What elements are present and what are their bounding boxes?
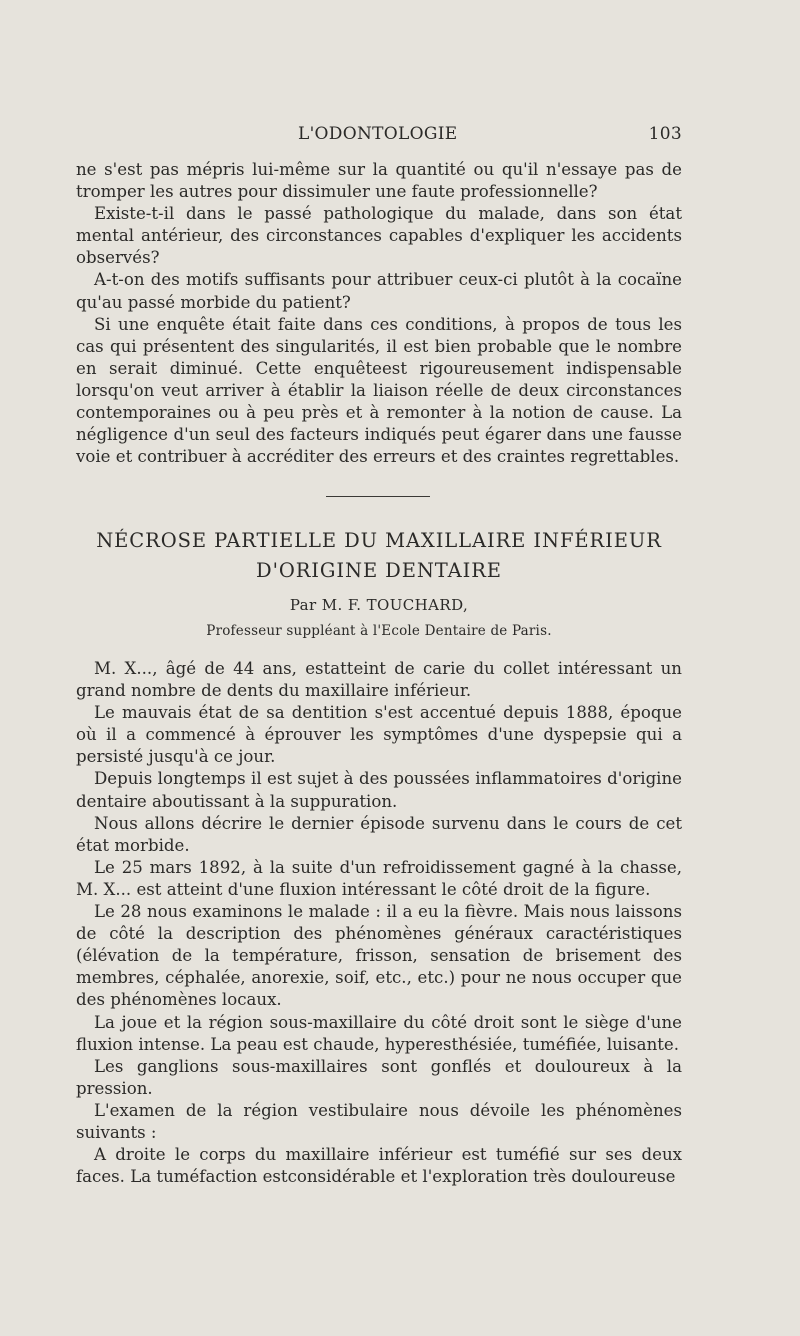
paragraph: Les ganglions sous-maxillaires sont gonflés et douloureux à la pression. [76,1056,682,1098]
page-number: 103 [648,124,682,144]
paragraph: A droite le corps du maxillaire inférieur est tuméfié sur ses deux faces. La tuméfaction estconsidérable et l'exploration très douloureuse [76,1145,682,1187]
paragraph: Si une enquête était faite dans ces conditions, à propos de tous les cas qui présentent des singularités, il est bien probable que le nombre en serait diminué. Cette enquêteest rigoureusement indispensable lorsqu'on veut arriver à établir la liaison réelle de deux circonstances contemporaines ou à peu près et à remonter à la notion de cause. La négligence d'un seul des facteurs indiqués peut égarer dans une fausse voie et contribuer à accréditer des erreurs et des craintes regrettables. [76,314,682,467]
paragraph: Nous allons décrire le dernier épisode survenu dans le cours de cet état morbide. [76,813,682,855]
paragraph: Le 28 nous examinons le malade : il a eu la fièvre. Mais nous laissons de côté la description des phénomènes généraux caractéristiques (élévation de la température, frisson, sensation de brisement des membres, céphalée, anorexie, soif, etc., etc.) pour ne nous occuper que des phénomènes locaux. [76,902,682,1010]
author-affiliation: Professeur suppléant à l'Ecole Dentaire de Paris. [206,623,552,639]
running-header [78,124,682,148]
paragraph: Existe-t-il dans le passé pathologique du malade, dans son état mental antérieur, des circonstances capables d'expliquer les accidents observés? [76,204,682,268]
paragraph: Le 25 mars 1892, à la suite d'un refroidissement gagné à la chasse, M. X... est atteint d'une fluxion intéressant le côté droit de la figure. [76,857,682,899]
article-title-line-1: NÉCROSE PARTIELLE DU MAXILLAIRE INFÉRIEUR [96,529,662,552]
article-body [76,658,682,1188]
section-divider [326,496,430,497]
paragraph: La joue et la région sous-maxillaire du côté droit sont le siège d'une fluxion intense. La peau est chaude, hyperesthésiée, tuméfiée, luisante. [76,1012,682,1054]
paragraph: L'examen de la région vestibulaire nous dévoile les phénomènes suivants : [76,1100,682,1142]
article-title-line-2: D'ORIGINE DENTAIRE [256,559,502,582]
paragraph: A-t-on des motifs suffisants pour attribuer ceux-ci plutôt à la cocaïne qu'au passé morbide du patient? [76,270,682,312]
paragraph: ne s'est pas mépris lui-même sur la quantité ou qu'il n'essaye pas de tromper les autres pour dissimuler une faute professionnelle? [76,160,682,202]
paragraph: Depuis longtemps il est sujet à des poussées inflammatoires d'origine dentaire aboutissant à la suppuration. [76,769,682,811]
author-byline: Par M. F. TOUCHARD, [289,596,469,614]
paragraph: Le mauvais état de sa dentition s'est accentué depuis 1888, époque où il a commencé à éprouver les symptômes d'une dyspepsie qui a persisté jusqu'à ce jour. [76,703,682,767]
paragraph: M. X..., âgé de 44 ans, estatteint de carie du collet intéressant un grand nombre de dents du maxillaire inférieur. [76,659,682,701]
running-title: L'ODONTOLOGIE [298,124,458,144]
previous-article-text [76,159,682,468]
